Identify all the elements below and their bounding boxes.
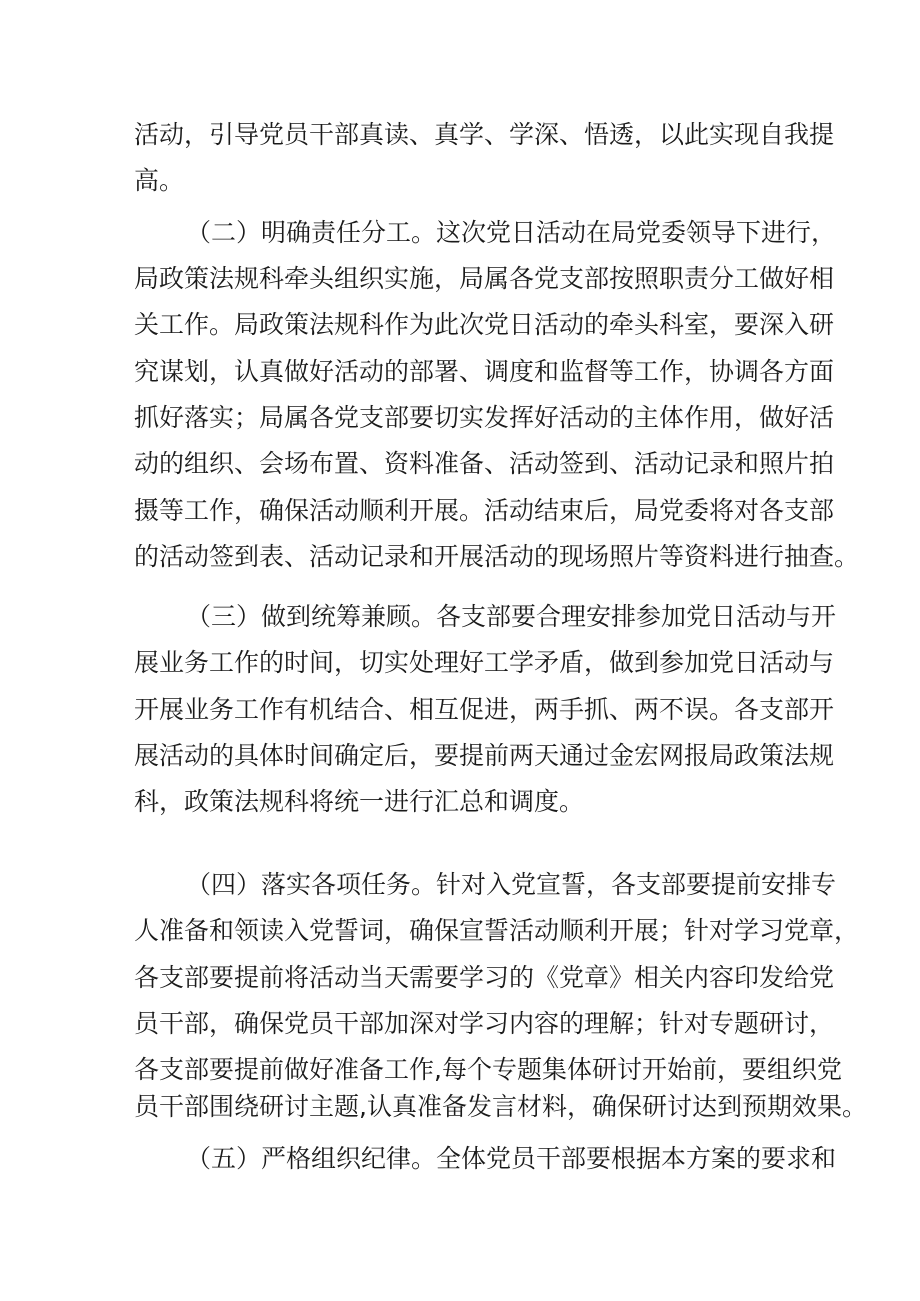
text-line-13: 开展业务工作有机结合、相互促进，两手抓、两不误。各支部开 bbox=[134, 695, 835, 724]
paragraph-5-heading-line: （五）严格组织纪律。全体党员干部要根据本方案的要求和 bbox=[186, 1144, 837, 1173]
text-line-14: 展活动的具体时间确定后，要提前两天通过金宏网报局政策法规 bbox=[134, 741, 835, 770]
text-line-5: 关工作。局政策法规科作为此次党日活动的牵头科室，要深入研 bbox=[134, 310, 835, 339]
text-line-7: 抓好落实；局属各党支部要切实发挥好活动的主体作用，做好活 bbox=[134, 403, 835, 432]
text-line-2: 高。 bbox=[134, 166, 185, 195]
text-line-10: 的活动签到表、活动记录和开展活动的现场照片等资料进行抽查。 bbox=[134, 542, 860, 571]
text-line-8: 动的组织、会场布置、资料准备、活动签到、活动记录和照片拍 bbox=[134, 449, 835, 478]
text-line-15: 科，政策法规科将统一进行汇总和调度。 bbox=[134, 787, 585, 816]
text-line-1: 活动，引导党员干部真读、真学、学深、悟透，以此实现自我提 bbox=[134, 120, 835, 149]
text-line-9: 摄等工作，确保活动顺利开展。活动结束后，局党委将对各支部 bbox=[134, 496, 835, 525]
paragraph-2-heading-line: （二）明确责任分工。这次党日活动在局党委领导下进行， bbox=[186, 218, 837, 247]
text-line-20: 各支部要提前做好准备工作,每个专题集体研讨开始前，要组织党 bbox=[134, 1055, 842, 1084]
text-line-17: 人准备和领读入党誓词，确保宣誓活动顺利开展；针对学习党章， bbox=[134, 916, 860, 945]
text-line-19: 员干部，确保党员干部加深对学习内容的理解；针对专题研讨， bbox=[134, 1009, 835, 1038]
text-line-4: 局政策法规科牵头组织实施，局属各党支部按照职责分工做好相 bbox=[134, 264, 835, 293]
text-line-18: 各支部要提前将活动当天需要学习的《党章》相关内容印发给党 bbox=[134, 963, 835, 992]
paragraph-3-heading-line: （三）做到统筹兼顾。各支部要合理安排参加党日活动与开 bbox=[186, 602, 837, 631]
text-line-12: 展业务工作的时间，切实处理好工学矛盾，做到参加党日活动与 bbox=[134, 648, 835, 677]
text-line-21: 员干部围绕研讨主题,认真准备发言材料，确保研讨达到预期效果。 bbox=[134, 1092, 867, 1121]
text-line-6: 究谋划，认真做好活动的部署、调度和监督等工作，协调各方面 bbox=[134, 357, 835, 386]
paragraph-4-heading-line: （四）落实各项任务。针对入党宣誓，各支部要提前安排专 bbox=[186, 870, 837, 899]
